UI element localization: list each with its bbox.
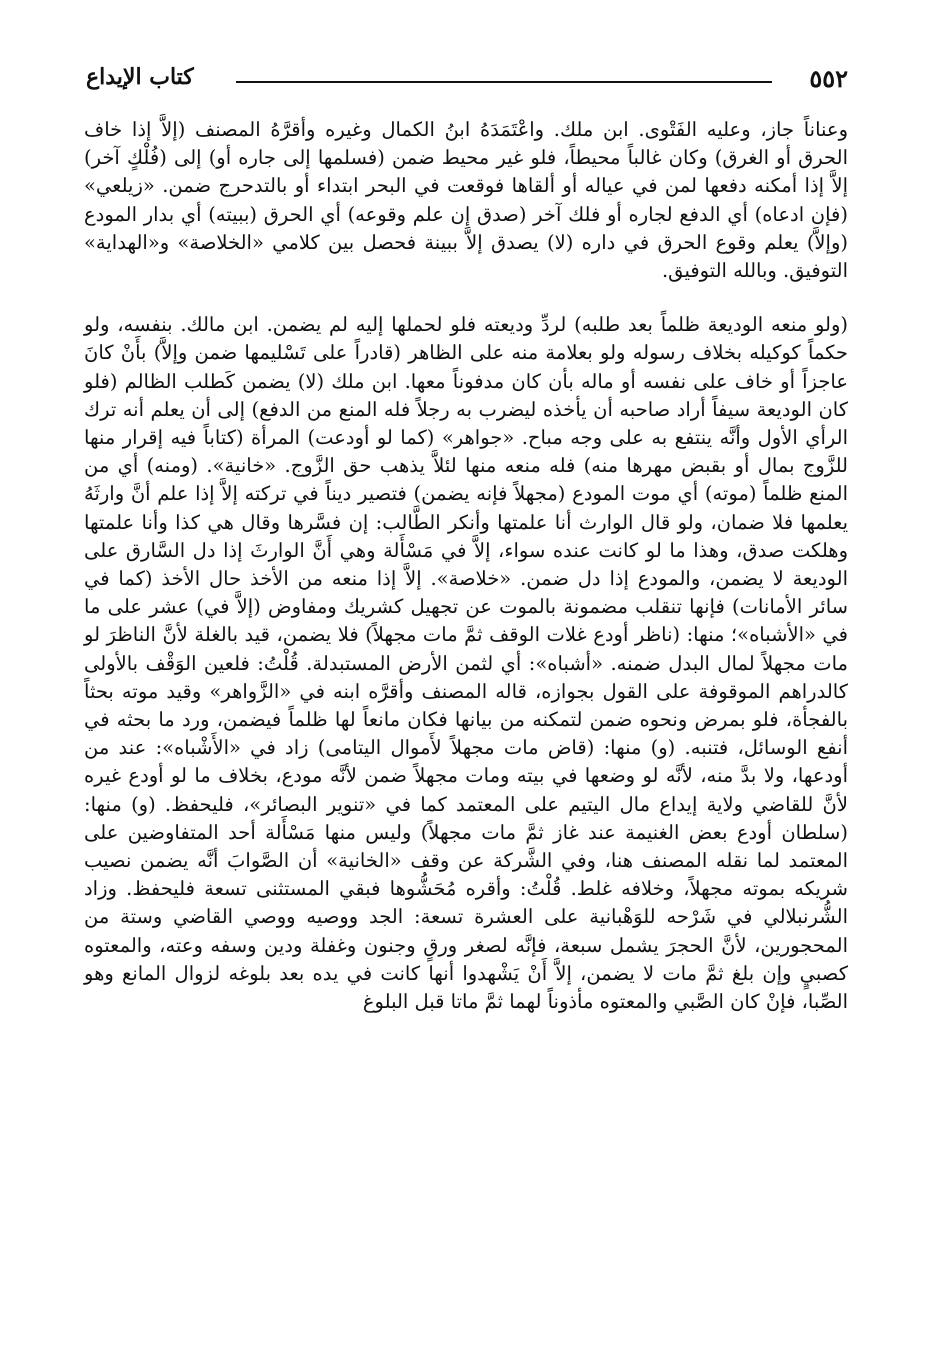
header-rule bbox=[236, 81, 772, 83]
paragraph-text: وعناناً جاز، وعليه الفَتْوى. ابن ملك. واعْتَمَدَهُ ابنُ الكمال وغيره وأقرَّهُ المصنف (إلاَّ إذا خاف الحرق أو الغرق) وكان غالباً محيطاً، فلو غير محيط ضمن (فسلمها إلى جاره أو) إلى (فُلْكٍ آخر) إلاَّ إذا أمكنه دفعها لمن في عياله أو ألقاها فوقعت في البحر ابتداء أو بالتدحرج ضمن. «زيلعي» (فإن ادعاه) أي الدفع لجاره أو فلك آخر (صدق إن علم وقوعه) أي الحرق (ببيته) أي بدار المودع (وإلاَّ) يعلم وقوع الحرق في داره (لا) يصدق إلاَّ ببينة فحصل بين كلامي «الخلاصة» و«الهداية» التوفيق. وبالله التوفيق. bbox=[84, 118, 848, 283]
paragraph-1 bbox=[84, 116, 848, 285]
body-text bbox=[84, 116, 848, 1016]
page-header bbox=[86, 60, 848, 100]
page-number: ٥٥٢ bbox=[809, 64, 848, 93]
running-title: كتاب الإيداع bbox=[86, 64, 194, 90]
paragraph-text: (ولو منعه الوديعة ظلماً بعد طلبه) لردِّ وديعته فلو لحملها إليه لم يضمن. ابن مالك. بنفسه، ولو حكماً كوكيله بخلاف رسوله ولو بعلامة منه على الظاهر (قادراً على تَسْليمها ضمن وإلاَّ) بأَنْ كانَ عاجزاً أو خاف على نفسه أو ماله بأن كان مدفوناً معها. ابن ملك (لا) يضمن كَطلب الظالم (فلو كان الوديعة سيفاً أراد صاحبه أن يأخذه ليضرب به رجلاً فله المنع من الدفع) إلى أن يعلم أنه ترك الرأي الأول وأنَّه ينتفع به على وجه مباح. «جواهر» (كما لو أودعت) المرأة (كتاباً فيه إقرار منها للزَّوج بمال أو بقبض مهرها منه) فله منعه منها لئلاَّ يذهب حق الزَّوج. «خانية». (ومنه) أي من المنع ظلماً (موته) أي موت المودع (مجهلاً فإنه يضمن) فتصير ديناً في تركته إلاَّ إذا علم أنَّ وارثَهُ يعلمها فلا ضمان، ولو قال الوارث أنا علمتها وأنكر الطَّالب: إن فسَّرها وقال هي كذا وأنا علمتها وهلكت صدق، وهذا ما لو كانت عنده سواء، إلاَّ في مَسْأَلة وهي أَنَّ الوارثَ إذا دل السَّارق على الوديعة لا يضمن، والمودع إذا دل ضمن. «خلاصة». إلاَّ إذا منعه من الأخذ حال الأخذ (كما في سائر الأمانات) فإنها تنقلب مضمونة بالموت عن تجهيل كشريك ومفاوض (إلاَّ في) عشر على ما في «الأشباه»؛ منها: (ناظر أودع غلات الوقف ثمَّ مات مجهلاً) فلا يضمن، قيد بالغلة لأنَّ الناظرَ لو مات مجهلاً لمال البدل ضمنه. «أشباه»: أي لثمن الأرض المستبدلة. قُلْتُ: فلعين الوَقْف بالأولى كالدراهم الموقوفة على القول بجوازه، قاله المصنف وأقرَّه ابنه في «الزَّواهر» وقيد موته بحثاً بالفجأة، فلو بمرض ونحوه ضمن لتمكنه من بيانها فكان مانعاً لها ظلماً فيضمن، ورد ما بحثه في أنفع الوسائل، فتنبه. (و) منها: (قاض مات مجهلاً لأَموال اليتامى) زاد في «الأَشْباه»: عند من أودعها، ولا بدَّ منه، لأنَّه لو وضعها في بيته ومات مجهلاً ضمن لأنَّه مودع، بخلاف ما لو أودع غيره لأنَّ للقاضي ولاية إيداع مال اليتيم على المعتمد كما في «تنوير البصائر»، فليحفظ. (و) منها: (سلطان أودع بعض الغنيمة عند غاز ثمَّ مات مجهلاً) وليس منها مَسْأَلة أحد المتفاوضين على المعتمد لما نقله المصنف هنا، وفي الشَّركة عن وقف «الخانية» أن الصَّوابَ أنَّه يضمن نصيب شريكه بموته مجهلاً، وخلافه غلط. قُلْتُ: وأقره مُحَشُّوها فبقي المستثنى تسعة فليحفظ. وزاد الشُّرنبلالي في شَرْحه للوَهْبانية على العشرة تسعة: الجد ووصيه ووصي القاضي وستة من المحجورين، لأنَّ الحجرَ يشمل سبعة، فإنَّه لصغر ورقٍ وجنون وغفلة ودين وسفه وعته، والمعتوه كصبيٍ وإن بلغ ثمَّ مات لا يضمن، إلاَّ أَنْ يَشْهدوا أنها كانت في يده بعد بلوغه لزوال المانع وهو الصِّبا، فإنْ كان الصَّبي والمعتوه مأذوناً لهما ثمَّ ماتا قبل البلوغ bbox=[84, 313, 848, 1014]
paragraph-2 bbox=[84, 311, 848, 1016]
paragraph-gap bbox=[84, 285, 848, 311]
